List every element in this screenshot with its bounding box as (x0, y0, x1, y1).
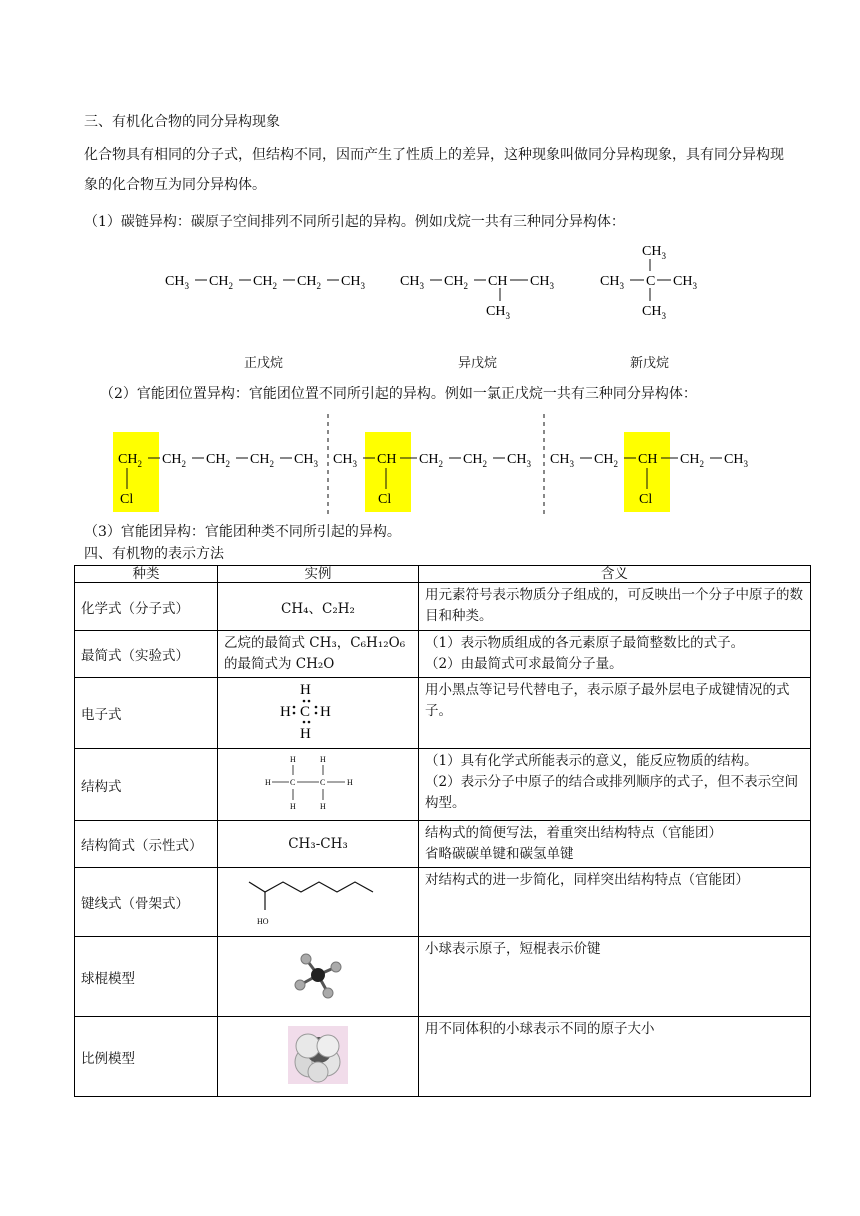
header-example: 实例 (218, 566, 419, 583)
row-meaning (419, 749, 811, 821)
svg-text:Cl: Cl (639, 492, 653, 507)
table-row (75, 678, 811, 749)
table-row (75, 937, 811, 1017)
svg-text:H: H (290, 754, 296, 764)
svg-text:CH2: $CH_2$ (680, 452, 704, 469)
row-example (218, 749, 419, 821)
svg-text:CH3: $CH_3$ (486, 304, 510, 320)
pentane-isomers (150, 240, 710, 320)
svg-text:CH3: $CH_3$ (165, 274, 189, 291)
item-functional-isomer: （3）官能团异构：官能团种类不同所引起的异构。 (84, 524, 401, 540)
row-example: CH₄、C₂H₂ (218, 583, 419, 631)
table-row (75, 749, 811, 821)
row-meaning (419, 821, 811, 868)
row-meaning: 用小黑点等记号代替电子，表示原子最外层电子成键情况的式子。 (419, 678, 811, 749)
svg-text:CH2: $CH_2$ (250, 452, 274, 469)
svg-text:CH3: $CH_3$ (724, 452, 748, 469)
item-carbon-chain: （1）碳链异构：碳原子空间排列不同所引起的异构。例如戊烷一共有三种同分异构体： (84, 214, 625, 230)
svg-text:CH2: $CH_2$ (463, 452, 487, 469)
row-example (218, 937, 419, 1017)
header-meaning: 含义 (419, 566, 811, 583)
svg-text:CH2: $CH_2$ (594, 452, 618, 469)
svg-text:CH3: $CH_3$ (341, 274, 365, 291)
structural-formula (263, 752, 373, 814)
meaning-line: 省略碳碳单键和碳氢单键 (425, 846, 574, 862)
header-kind: 种类 (75, 566, 218, 583)
svg-text:CH3: $CH_3$ (333, 452, 357, 469)
svg-text:CH2: $CH_2$ (444, 274, 468, 291)
svg-text:CH3: $CH_3$ (294, 452, 318, 469)
meaning-line: （2）表示分子中原子的结合或排列顺序的式子，但不表示空间构型。 (425, 774, 799, 811)
meaning-line: 结构式的简便写法，着重突出结构特点（官能团） (425, 825, 722, 841)
isopentane-formula (400, 274, 554, 320)
row-kind: 键线式（骨架式） (75, 868, 218, 937)
table-row (75, 821, 811, 868)
section3-heading: 三、有机化合物的同分异构现象 (84, 114, 280, 130)
representation-table (74, 565, 811, 1097)
svg-text:CH3: $CH_3$ (530, 274, 554, 291)
row-kind: 电子式 (75, 678, 218, 749)
n-pentane-formula (165, 274, 365, 291)
isomerism-definition: 化合物具有相同的分子式，但结构不同，因而产生了性质上的差异，这种现象叫做同分异构现象，具有同分异构现象的化合物互为同分异构体。 (84, 147, 784, 193)
row-kind: 比例模型 (75, 1017, 218, 1097)
row-example (218, 678, 419, 749)
section4-heading: 四、有机物的表示方法 (84, 546, 224, 562)
svg-text:C: C (290, 777, 296, 787)
row-meaning: 小球表示原子，短棍表示价键 (419, 937, 811, 1017)
svg-text:CH2: $CH_2$ (206, 452, 230, 469)
svg-text:H: H (320, 801, 326, 811)
row-example: 乙烷的最简式 CH₃，C₆H₁₂O₆的最简式为 CH₂O (218, 631, 419, 678)
svg-text:CH3: $CH_3$ (507, 452, 531, 469)
svg-text:CH2: $CH_2$ (297, 274, 321, 291)
svg-text:Cl: Cl (120, 492, 134, 507)
space-filling-model (286, 1024, 350, 1086)
electron-dot-formula (278, 680, 358, 742)
neopentane-name: 新戊烷 (630, 356, 670, 371)
row-meaning (419, 631, 811, 678)
table-row (75, 631, 811, 678)
svg-text:CH2: $CH_2$ (162, 452, 186, 469)
ball-stick-model (288, 947, 348, 1003)
item-position-isomer: （2）官能团位置异构：官能团位置不同所引起的异构。例如一氯正戊烷一共有三种同分异构体： (100, 386, 697, 402)
2-chloropentane (333, 452, 531, 507)
svg-text:H: H (300, 726, 311, 742)
isopentane-name: 异戊烷 (458, 356, 498, 371)
table-row (75, 1017, 811, 1097)
svg-text:HO: HO (257, 917, 269, 926)
table-row (75, 583, 811, 631)
svg-text:H: H (300, 682, 311, 698)
svg-text:H: H (265, 777, 271, 787)
neopentane-formula (600, 244, 697, 320)
svg-text:CH3: $CH_3$ (550, 452, 574, 469)
svg-text:H: H (320, 704, 331, 720)
svg-text:CH: CH (377, 452, 397, 467)
svg-text:CH: CH (638, 452, 658, 467)
svg-text:CH3: $CH_3$ (642, 244, 666, 261)
row-kind: 结构简式（示性式） (75, 821, 218, 868)
n-pentane-name: 正戊烷 (244, 356, 284, 371)
svg-text:CH: CH (488, 274, 508, 289)
svg-text:CH3: $CH_3$ (642, 304, 666, 320)
svg-text:CH3: $CH_3$ (400, 274, 424, 291)
row-example: CH₃-CH₃ (218, 821, 419, 868)
svg-text:H: H (290, 801, 296, 811)
chloropentane-isomers (100, 410, 780, 520)
row-meaning: 用不同体积的小球表示不同的原子大小 (419, 1017, 811, 1097)
svg-text:C: C (300, 704, 311, 720)
skeletal-formula (243, 870, 393, 930)
svg-text:H: H (347, 777, 353, 787)
svg-text:H: H (320, 754, 326, 764)
svg-text:CH2: $CH_2$ (118, 452, 142, 469)
row-kind: 球棍模型 (75, 937, 218, 1017)
svg-text:C: C (320, 777, 326, 787)
table-row (75, 868, 811, 937)
svg-text:CH2: $CH_2$ (209, 274, 233, 291)
svg-text:CH2: $CH_2$ (253, 274, 277, 291)
row-kind: 最简式（实验式） (75, 631, 218, 678)
row-kind: 化学式（分子式） (75, 583, 218, 631)
svg-text:Cl: Cl (378, 492, 392, 507)
svg-text:CH3: $CH_3$ (600, 274, 624, 291)
row-example (218, 868, 419, 937)
row-meaning: 对结构式的进一步简化，同样突出结构特点（官能团） (419, 868, 811, 937)
row-meaning: 用元素符号表示物质分子组成的，可反映出一个分子中原子的数目和种类。 (419, 583, 811, 631)
svg-text:CH2: $CH_2$ (419, 452, 443, 469)
svg-text:C: C (646, 274, 656, 289)
meaning-line: （1）表示物质组成的各元素原子最简整数比的式子。 (425, 635, 745, 651)
row-example (218, 1017, 419, 1097)
table-header-row (75, 566, 811, 583)
meaning-line: （1）具有化学式所能表示的意义，能反应物质的结构。 (425, 753, 758, 769)
svg-text:H: H (280, 704, 291, 720)
row-kind: 结构式 (75, 749, 218, 821)
svg-text:CH3: $CH_3$ (673, 274, 697, 291)
meaning-line: （2）由最简式可求最简分子量。 (425, 656, 623, 672)
